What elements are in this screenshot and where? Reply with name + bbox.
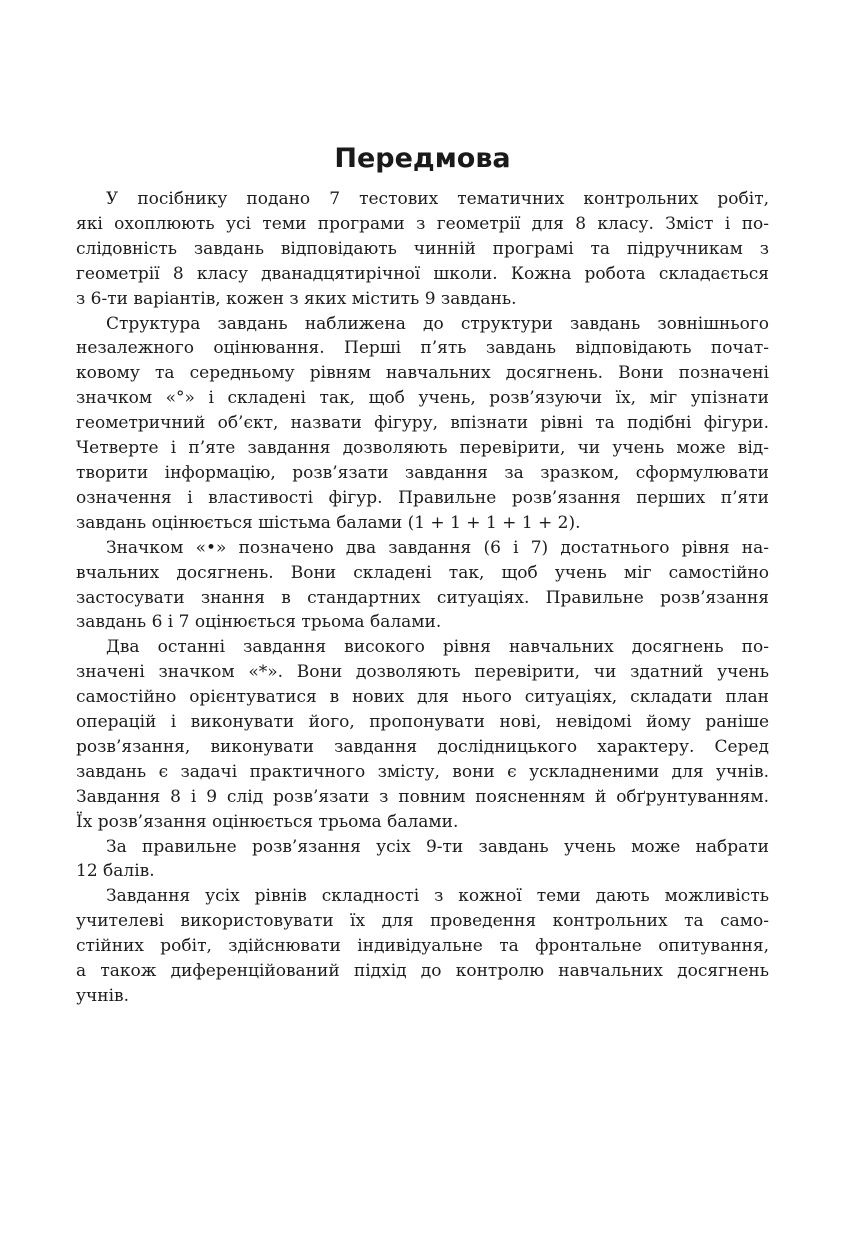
paragraph-6 xyxy=(76,884,769,1009)
text-line: Четверте і п’яте завдання дозволяють перевірити, чи учень може від- xyxy=(76,438,769,459)
text-line: 12 балів. xyxy=(76,861,155,882)
paragraph-3 xyxy=(76,536,769,636)
text-line: Значком «•» позначено два завдання (6 і 7) достатнього рівня на- xyxy=(106,537,769,558)
text-line: завдань 6 і 7 оцінюється трьома балами. xyxy=(76,612,442,633)
page-title: Передмова xyxy=(334,143,511,174)
text-line: значком «°» і складені так, щоб учень, розв’язуючи їх, міг упізнати xyxy=(76,388,769,409)
text-line: Їх розв’язання оцінюється трьома балами. xyxy=(76,811,459,832)
text-line: вчальних досягнень. Вони складені так, щоб учень міг самостійно xyxy=(76,562,769,583)
text-line: стійних робіт, здійснювати індивідуальне та фронтальне опитування, xyxy=(76,936,769,957)
text-line: завдань оцінюється шістьма балами (1 + 1 + 1 + 1 + 2). xyxy=(76,512,581,533)
text-line: учнів. xyxy=(76,986,129,1006)
text-line: ковому та середньому рівням навчальних досягнень. Вони позначені xyxy=(76,363,769,384)
text-line: операцій і виконувати його, пропонувати нові, невідомі йому раніше xyxy=(76,712,769,733)
text-line: Завдання 8 і 9 слід розв’язати з повним поясненням й обґрунтуванням. xyxy=(76,786,769,807)
paragraph-4 xyxy=(76,635,769,834)
text-line: завдань є задачі практичного змісту, вони є ускладненими для учнів. xyxy=(76,761,769,782)
text-line: означення і властивості фігур. Правильне розв’язання перших п’яти xyxy=(76,487,769,508)
text-line: значені значком «*». Вони дозволяють перевірити, чи здатний учень xyxy=(76,662,769,683)
paragraph-1 xyxy=(76,187,769,312)
text-line: За правильне розв’язання усіх 9-ти завдань учень може набрати xyxy=(106,836,769,857)
paragraph-5 xyxy=(76,835,769,885)
text-line: геометрії 8 класу дванадцятирічної школи. Кожна робота складається xyxy=(76,263,769,284)
text-line: з 6-ти варіантів, кожен з яких містить 9 завдань. xyxy=(76,288,517,309)
text-line: творити інформацію, розв’язати завдання за зразком, сформулювати xyxy=(76,462,769,483)
text-line: Структура завдань наближена до структури завдань зовнішнього xyxy=(106,313,769,334)
text-line: а також диференційований підхід до контролю навчальних досягнень xyxy=(76,961,769,982)
text-line: Завдання усіх рівнів складності з кожної теми дають можливість xyxy=(106,886,769,907)
preface-body xyxy=(76,187,769,1009)
text-line: самостійно орієнтуватися в нових для нього ситуаціях, складати план xyxy=(76,687,769,708)
text-line: учителеві використовувати їх для проведення контрольних та само- xyxy=(76,911,769,932)
text-line: розв’язання, виконувати завдання дослідницького характеру. Серед xyxy=(76,736,769,757)
text-line: геометричний об’єкт, назвати фігуру, впізнати рівні та подібні фігури. xyxy=(76,413,769,434)
text-line: слідовність завдань відповідають чинній програмі та підручникам з xyxy=(76,238,769,259)
text-line: які охоплюють усі теми програми з геометрії для 8 класу. Зміст і по- xyxy=(76,213,769,234)
text-line: У посібнику подано 7 тестових тематичних контрольних робіт, xyxy=(106,189,769,209)
paragraph-2 xyxy=(76,312,769,536)
text-line: незалежного оцінювання. Перші п’ять завдань відповідають почат- xyxy=(76,338,769,359)
text-line: Два останні завдання високого рівня навчальних досягнень по- xyxy=(106,637,769,658)
text-line: застосувати знання в стандартних ситуаціях. Правильне розв’язання xyxy=(76,587,769,608)
